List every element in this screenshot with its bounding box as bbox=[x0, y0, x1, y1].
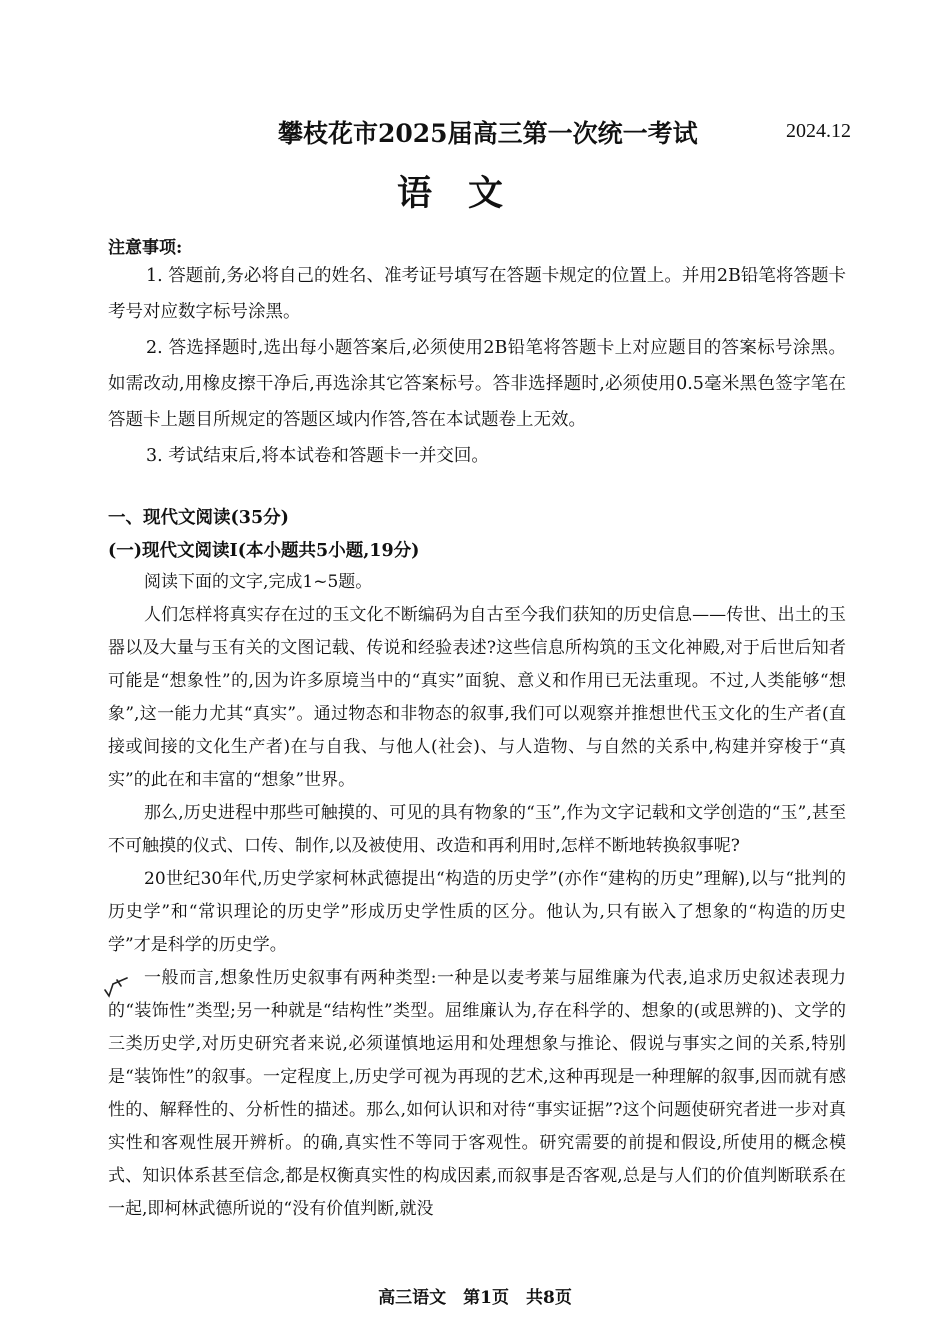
passage-paragraph: 一般而言,想象性历史叙事有两种类型:一种是以麦考莱与屈维廉为代表,追求历史叙述表现力的“装饰性”类型;另一种就是“结构性”类型。屈维廉认为,存在科学的、想象的(或思辨的)、文学的三类历史学,对历史研究者来说,必须谨慎地运用和处理想象与推论、假说与事实之间的关系,特别是“装饰性”的叙事。一定程度上,历史学可视为再现的艺术,这种再现是一种理解的叙事,因而就有感性的、解释性的、分析性的描述。那么,如何认识和对待“事实证据”?这个问题使研究者进一步对真实性和客观性展开辨析。的确,真实性不等同于客观性。研究需要的前提和假设,所使用的概念模式、知识体系甚至信念,都是权衡真实性的构成因素,而叙事是否客观,总是与人们的价值判断联系在一起,即柯林武德所说的“没有价值判断,就没 bbox=[108, 968, 846, 1219]
notice-item: 2. 答选择题时,选出每小题答案后,必须使用2B铅笔将答题卡上对应题目的答案标号涂黑。如需改动,用橡皮擦干净后,再选涂其它答案标号。答非选择题时,必须使用0.5毫米黑色签字笔在答题卡上题目所规定的答题区域内作答,答在本试题卷上无效。 bbox=[108, 338, 846, 430]
reading-instruction: 阅读下面的文字,完成1~5题。 bbox=[144, 572, 373, 592]
exam-title: 攀枝花市2025届高三第一次统一考试 bbox=[278, 119, 698, 148]
reading-passage bbox=[108, 566, 846, 1226]
notice-heading: 注意事项: bbox=[108, 238, 183, 258]
handwritten-pen-mark-icon bbox=[103, 976, 131, 998]
exam-date: 2024.12 bbox=[786, 120, 851, 142]
notice-item: 1. 答题前,务必将自己的姓名、准考证号填写在答题卡规定的位置上。并用2B铅笔将答题卡考号对应数字标号涂黑。 bbox=[108, 266, 846, 322]
subject-title: 语文 bbox=[397, 173, 540, 214]
section-heading: 一、现代文阅读(35分) bbox=[108, 508, 289, 528]
sub-section-heading: (一)现代文阅读Ⅰ(本小题共5小题,19分) bbox=[108, 541, 420, 561]
page-footer: 高三语文 第1页 共8页 bbox=[378, 1288, 572, 1308]
passage-paragraph: 那么,历史进程中那些可触摸的、可见的具有物象的“玉”,作为文字记载和文学创造的“玉”,甚至不可触摸的仪式、口传、制作,以及被使用、改造和再利用时,怎样不断地转换叙事呢? bbox=[108, 803, 846, 856]
notice-list bbox=[108, 258, 846, 474]
passage-paragraph: 人们怎样将真实存在过的玉文化不断编码为自古至今我们获知的历史信息——传世、出土的玉器以及大量与玉有关的文图记载、传说和经验表述?这些信息所构筑的玉文化神殿,对于后世后知者可能是“想象性”的,因为许多原境当中的“真实”面貌、意义和作用已无法重现。不过,人类能够“想象”,这一能力尤其“真实”。通过物态和非物态的叙事,我们可以观察并推想世代玉文化的生产者(直接或间接的文化生产者)在与自我、与他人(社会)、与人造物、与自然的关系中,构建并穿梭于“真实”的此在和丰富的“想象”世界。 bbox=[108, 605, 846, 790]
passage-paragraph: 20世纪30年代,历史学家柯林武德提出“构造的历史学”(亦作“建构的历史”理解),以与“批判的历史学”和“常识理论的历史学”形成历史学性质的区分。他认为,只有嵌入了想象的“构造的历史学”才是科学的历史学。 bbox=[108, 869, 846, 955]
notice-item: 3. 考试结束后,将本试卷和答题卡一并交回。 bbox=[146, 446, 489, 466]
